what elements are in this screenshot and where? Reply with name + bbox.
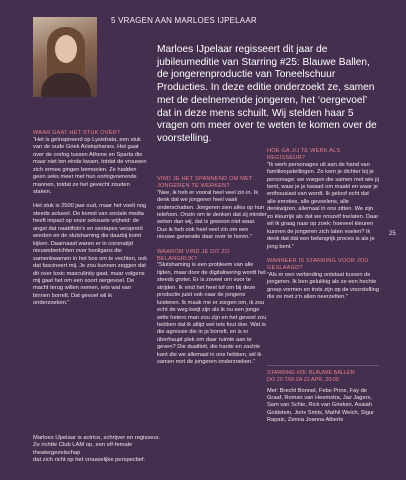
answer-paragraph: Het stuk is 2500 jaar oud, maar het voelt nog steeds actueel. De komst van sociale media heeft impact op onze seksuele vrijheid: de angst dat naaktfoto’s en sextapes verspreid worden en de slutshaming die daarbij komt kijken. Daarnaast waren er in coronatijd nieuwsberichten over hooligans die samenkwamen in het bos om te vechten, ook dat fascineert mij. Je zou kunnen zeggen dat dit over toxic masculinity gaat, maar volgens mij gaat het om een soort oergevoel. De macht terug willen nemen, iets wat van binnen borrelt. Dat gevoel wil ik onderzoeken.” xyxy=(33,203,148,307)
credits-text: Met: Brecht Bonnet, Febe Prins, Fay de Graaf, Roman van Heemstra, Jaz Jagers, Sam van Schie, Rick van Grieken, Asaiah Goldstein, Joris Smits, Mathil Weich, Sigur Rapaic, Zenna Joanna Alberts xyxy=(267,387,375,424)
question-heading: VIND JE HET SPANNEND OM MET JONGEREN TE WERKEN? xyxy=(157,176,253,189)
answer-paragraph: “Het is geïnspireerd op Lysistrata, een stuk van de oude Griek Aristophanes. Het gaat over de oorlog tussen Athene en Sparta die maar niet ten einde kwam, totdat de vrouwen zich ermee gingen bemoeien. Ze hadden geen seks meer met hun oorlogvoerende mannen, totdat ze het gevecht zouden staken. xyxy=(33,136,147,195)
bio-text: Marloes IJpelaar is actrice, schrijver en regisseur. Ze richtte Club LAM op, een elf-female theatergezelschap dat zich richt op het vrouwelijke perspectief. xyxy=(33,435,160,463)
answer-paragraph: “Slutshaming is een probleem van alle tijden, maar door de digitalisering wordt het steeds groter. Er is zoveel om voor te strijden. Ik vind het heel tof om bij deze productie juist ook naar de jongens luisteren. Ik maak me er zorgen om, ik zou echt de weg kwijt zijn als ik nu een jonge witte hetero man zou zijn en het gevoel zou hebben dat ik altijd wel iets fout doe. Wat is die agressie die in je borrelt, en is er überhaupt plek om daar ruimte aan te geven? Die dualiteit, die harde en zachte kant die we allemaal in ons hebben, wil ik samen met de jongeren onderzoeken.” xyxy=(157,262,267,366)
page-number: 25 xyxy=(389,231,396,237)
question-heading: WAAR GAAT HET STUK OVER? xyxy=(33,130,121,136)
answer-paragraph: “Nee, ik heb er vooral heel veel zin in. Ik denk dat we jongeren heel vaak onderschatten. Jongeren zien alles op hun telefoon. Onzin om te denken dat zij minder weten dan wij, dat is gewoon niet waar. Dus ik heb ook heel veel zin om een nieuwe generatie daar over te horen.” xyxy=(157,189,267,241)
divider xyxy=(267,365,379,366)
answer-paragraph: “Ik werk personages uit aan de hand van familieopstellingen. Zo kom je dichter bij je personage: we voegen die samen met wie jij bent, waar je je kwaad om maakt en waar je enthousiast van wordt. Ik geloof echt dat alle emoties, alle gevoelens, alle denkwijzen, allemaal in ons zitten. We zijn zo kleurrijk als dat we onszelf toelaten. Daar wil ik graag naar op zoek: hoeveel kleuren kunnen de jongeren zich laten voelen? Ik denk dat dat een belangrijk proces is als je jong bent.” xyxy=(267,161,379,250)
column-2 xyxy=(157,176,267,374)
page-heading: 5 VRAGEN AAN MARLOES IJPELAAR xyxy=(111,16,257,25)
credits-header: STARRING #25: BLAUWE BALLEN DO 20 T/M ZA 22 APR, 20:00 xyxy=(267,370,355,383)
question-heading: WANNEER IS STARRING VOOR JOU GESLAAGD? xyxy=(267,258,369,271)
answer-paragraph: “Als er een verbinding ontstaat tussen de jongeren. Ik ben gelukkig als ze een hechte groep vormen en trots zijn op de voorstelling die ze met z’n allen neerzetten.” xyxy=(267,271,379,300)
question-heading: WAAROM VIND JE DIT ZO BELANGRIJK? xyxy=(157,248,230,262)
credits-block xyxy=(267,370,382,425)
intro-paragraph: Marloes IJpelaar regisseert dit jaar de jubileumeditie van Starring #25: Blauwe Ballen, de jongerenproductie van Toneelschuur Producties. In deze editie onderzoekt ze, samen met de deelnemende jongeren, het ‘oergevoel’ dat in deze mens schuilt. Wij stelden haar 5 vragen om meer over te weten te komen over de voorstelling. xyxy=(157,44,377,144)
column-1 xyxy=(33,130,148,315)
column-3 xyxy=(267,148,379,308)
portrait-photo xyxy=(33,17,97,97)
question-heading: HOE GA JIJ TE WERK ALS REGISSEUR? xyxy=(267,148,341,161)
